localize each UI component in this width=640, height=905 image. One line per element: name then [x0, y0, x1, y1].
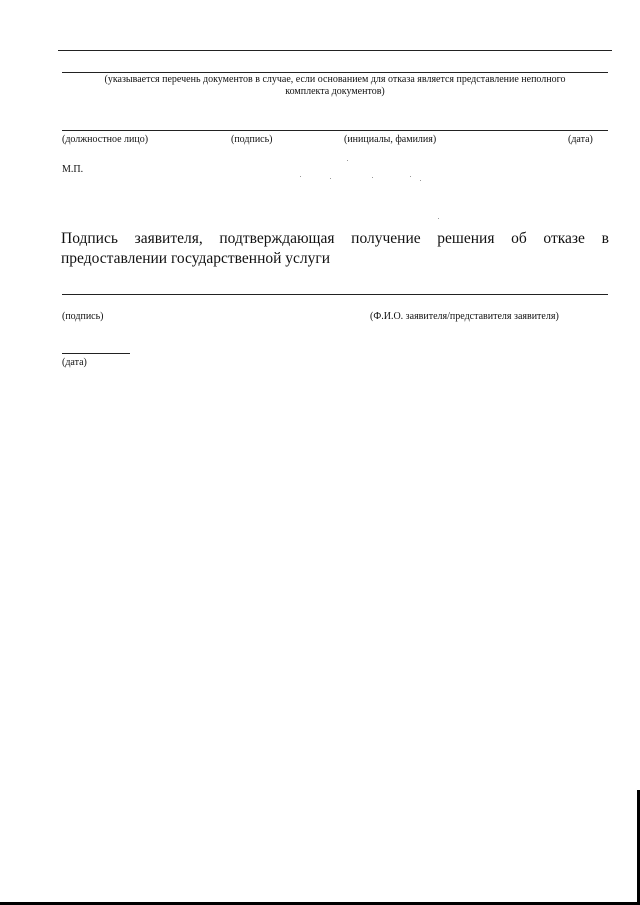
date-label: (дата)	[62, 357, 87, 368]
statement-word: подтверждающая	[219, 230, 335, 247]
documents-note-line1: (указывается перечень документов в случае, если основанием для отказа является представление неполного	[104, 74, 566, 85]
scan-speck	[330, 178, 331, 179]
applicant-signature-line	[62, 294, 608, 295]
applicant-statement	[61, 229, 609, 269]
scan-speck	[420, 180, 421, 181]
statement-word: заявителя,	[134, 230, 203, 247]
statement-word: отказе	[543, 230, 585, 247]
statement-word: об	[511, 230, 527, 247]
applicant-statement-line2: предоставлении государственной услуги	[61, 250, 331, 267]
documents-note	[62, 74, 608, 98]
stamp-label: М.П.	[62, 164, 84, 175]
statement-word: Подпись	[61, 230, 118, 247]
scan-speck	[410, 176, 411, 177]
scan-speck	[438, 218, 439, 219]
date-line	[62, 353, 130, 354]
statement-word: решения	[437, 230, 495, 247]
scan-speck	[372, 177, 373, 178]
statement-word: получение	[351, 230, 421, 247]
applicant-statement-line1	[61, 229, 609, 249]
official-signature-label: (подпись)	[231, 134, 273, 145]
documents-list-line	[62, 72, 608, 73]
applicant-name-label: (Ф.И.О. заявителя/представителя заявителя)	[370, 311, 559, 322]
statement-word: в	[601, 230, 609, 247]
top-rule	[58, 50, 612, 51]
applicant-signature-label: (подпись)	[62, 311, 104, 322]
scan-speck	[300, 176, 301, 177]
official-date-label: (дата)	[568, 134, 593, 145]
scan-speck	[347, 160, 348, 161]
official-position-label: (должностное лицо)	[62, 134, 149, 145]
official-signature-line	[62, 130, 608, 131]
official-name-label: (инициалы, фамилия)	[344, 134, 437, 145]
documents-note-line2: комплекта документов)	[285, 86, 385, 97]
